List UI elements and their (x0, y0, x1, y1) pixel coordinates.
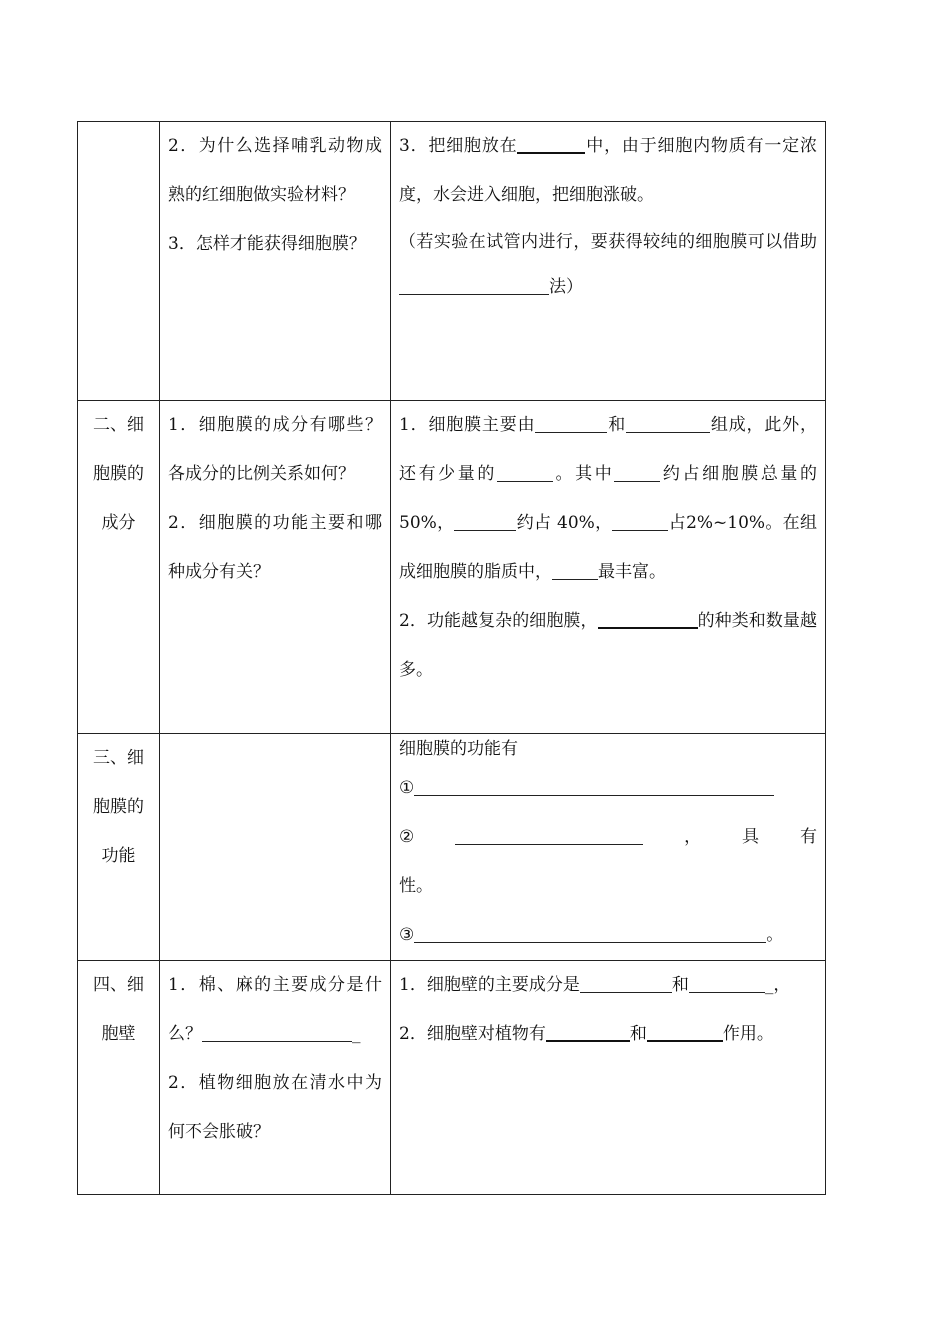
question-cell (160, 401, 391, 734)
fill-blank[interactable] (202, 1023, 352, 1042)
fill-blank[interactable] (580, 974, 672, 993)
topic-cell (78, 122, 160, 401)
fill-blank[interactable] (647, 1022, 723, 1042)
answer-cell (391, 122, 826, 401)
fill-blank[interactable] (454, 512, 516, 531)
worksheet-table (77, 121, 826, 1195)
function-item-2-tail: 性。 (399, 876, 433, 896)
fill-blank[interactable] (626, 414, 710, 433)
answer-cell (391, 401, 826, 734)
fill-blank[interactable] (399, 276, 549, 295)
question-text: 2．细胞膜的功能主要和哪种成分有关？ (168, 513, 382, 582)
table-row (78, 734, 826, 961)
question-text: 3．怎样才能获得细胞膜？ (168, 234, 366, 254)
question-text: 2．为什么选择哺乳动物成熟的红细胞做实验材料？ (168, 136, 382, 205)
fill-blank[interactable] (414, 924, 766, 943)
answer-paragraph: 1．细胞膜主要由 和 组成，此外，还有少量的 。其中 约占细胞膜总量的 50%， 约占 40%， 占2%~10%。在组成细胞膜的脂质中， 最丰富。 (399, 415, 818, 582)
fill-blank[interactable] (614, 463, 660, 482)
answer-paragraph: 2．细胞壁对植物有 和 作用。 (399, 1010, 817, 1059)
question-cell (160, 122, 391, 401)
function-item-3: ③ 。 (399, 925, 784, 945)
answer-paragraph: 3．把细胞放在 中，由于细胞内物质有一定浓度，水会进入细胞，把细胞涨破。 (399, 122, 817, 220)
table-row (78, 122, 826, 401)
fill-blank[interactable] (535, 414, 607, 433)
answer-title: 细胞膜的功能有 (399, 739, 518, 759)
fill-blank[interactable] (598, 609, 698, 629)
answer-note: （若实验在试管内进行，要获得较纯的细胞膜可以借助法） (399, 232, 817, 297)
fill-blank[interactable] (689, 974, 765, 993)
fill-blank[interactable] (517, 134, 585, 154)
answer-paragraph: 1．细胞壁的主要成分是 和 _， (399, 975, 791, 995)
topic-cell: 三、细胞膜的功能 (78, 734, 160, 961)
fill-blank[interactable] (612, 512, 668, 531)
answer-paragraph: 2．功能越复杂的细胞膜， 的种类和数量越多。 (399, 597, 817, 695)
fill-blank[interactable] (414, 777, 774, 796)
table-row (78, 401, 826, 734)
function-item-2: ② ，具有 (399, 827, 817, 847)
fill-blank[interactable] (546, 1022, 630, 1042)
question-text: 2．植物细胞放在清水中为何不会胀破？ (168, 1073, 382, 1142)
topic-cell: 四、细胞壁 (78, 961, 160, 1195)
question-cell (160, 961, 391, 1195)
answer-cell (391, 734, 826, 961)
fill-blank[interactable] (455, 826, 643, 845)
fill-blank[interactable] (552, 561, 598, 580)
fill-blank[interactable] (497, 463, 553, 482)
question-text: 1．细胞膜的成分有哪些？各成分的比例关系如何？ (168, 415, 382, 484)
table-row (78, 961, 826, 1195)
question-text: 1．棉、麻的主要成分是什么？ _ (168, 975, 382, 1044)
answer-cell (391, 961, 826, 1195)
question-cell (160, 734, 391, 961)
function-item-1: ① (399, 764, 817, 813)
topic-cell: 二、细胞膜的成分 (78, 401, 160, 734)
